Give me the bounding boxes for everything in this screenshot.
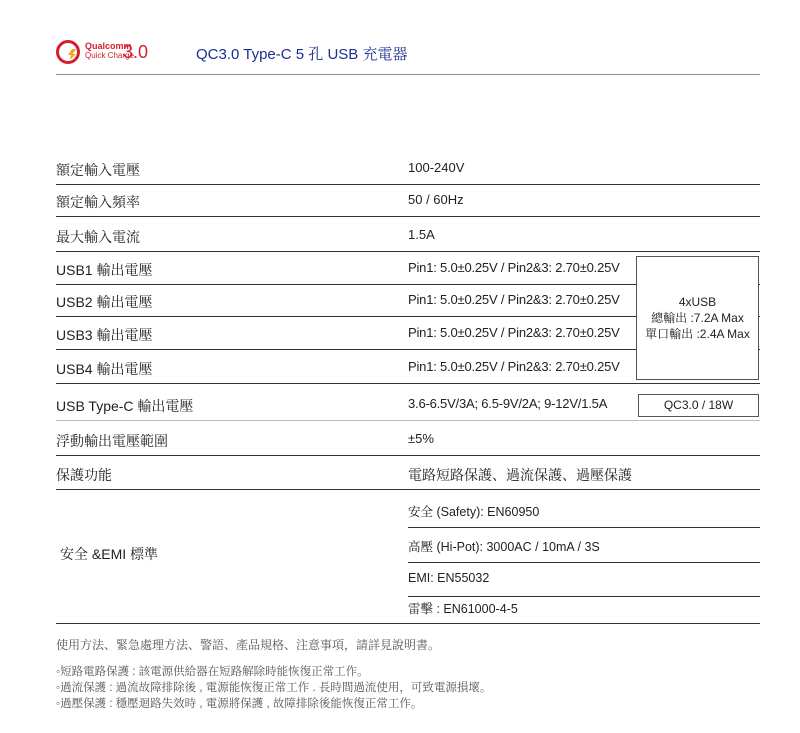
document-title: QC3.0 Type-C 5 孔 USB 充電器 xyxy=(196,46,408,63)
usb-output-summary-box xyxy=(636,256,759,380)
spec-row xyxy=(56,185,760,217)
spec-value: Pin1: 5.0±0.25V / Pin2&3: 2.70±0.25V xyxy=(408,359,620,374)
spec-label: 額定輸入頻率 xyxy=(56,194,140,210)
logo-brand: Qualcomm xyxy=(85,41,132,51)
protection-note: ◦短路電路保護 : 該電源供給器在短路解除時能恢復正常工作。 xyxy=(56,666,369,678)
protection-note: ◦過壓保護 : 穩壓迴路失效時 , 電源將保護 , 故障排除後能恢復正常工作。 xyxy=(56,698,423,710)
spec-label: 額定輸入電壓 xyxy=(56,162,140,178)
spec-label: 浮動輸出電壓範圍 xyxy=(56,433,168,449)
lightning-bolt-icon xyxy=(56,40,80,64)
spec-value: 50 / 60Hz xyxy=(408,192,464,207)
spec-label: 保護功能 xyxy=(56,467,112,483)
safety-item xyxy=(408,590,760,624)
usage-note: 使用方法、緊急處理方法、警語、產品規格、注意事項，請詳見說明書。 xyxy=(56,638,441,652)
qc-rating-box: QC3.0 / 18W xyxy=(638,394,759,417)
spec-label: USB3 輸出電壓 xyxy=(56,327,153,343)
safety-item xyxy=(408,528,760,563)
spec-label: USB4 輸出電壓 xyxy=(56,361,153,377)
safety-item-text: 安全 (Safety): EN60950 xyxy=(408,505,540,519)
usb-box-line: 總輸出 :7.2A Max xyxy=(651,311,744,325)
table-bottom-divider xyxy=(56,623,760,624)
spec-label: USB Type-C 輸出電壓 xyxy=(56,398,194,414)
spec-row xyxy=(56,458,760,490)
spec-value: Pin1: 5.0±0.25V / Pin2&3: 2.70±0.25V xyxy=(408,260,620,275)
spec-label: USB2 輸出電壓 xyxy=(56,294,153,310)
safety-item-text: EMI: EN55032 xyxy=(408,571,490,585)
spec-row xyxy=(56,424,760,456)
spec-value: 100-240V xyxy=(408,160,465,175)
spec-label: 最大輸入電流 xyxy=(56,229,140,245)
logo-version: 3.0 xyxy=(123,42,149,62)
logo-subtitle: Quick Charge xyxy=(85,51,134,60)
spec-value: Pin1: 5.0±0.25V / Pin2&3: 2.70±0.25V xyxy=(408,325,620,340)
safety-item xyxy=(408,493,760,528)
spec-row xyxy=(56,220,760,252)
spec-label: USB1 輸出電壓 xyxy=(56,262,153,278)
spec-value: ±5% xyxy=(408,431,434,446)
spec-row xyxy=(56,153,760,185)
spec-value: Pin1: 5.0±0.25V / Pin2&3: 2.70±0.25V xyxy=(408,292,620,307)
safety-item-text: 高壓 (Hi-Pot): 3000AC / 10mA / 3S xyxy=(408,540,600,554)
protection-notes xyxy=(56,664,491,712)
spec-value: 3.6-6.5V/3A; 6.5-9V/2A; 9-12V/1.5A xyxy=(408,396,608,411)
spec-value: 電路短路保護、過流保護、過壓保護 xyxy=(408,467,632,483)
safety-label: 安全 &EMI 標準 xyxy=(60,546,159,562)
safety-item-text: 雷擊 : EN61000-4-5 xyxy=(408,602,518,616)
usb-box-line: 4xUSB xyxy=(678,295,717,309)
protection-note: ◦過流保護 : 過流故障排除後 , 電源能恢復正常工作 . 長時間過流使用，可致電源損壞。 xyxy=(56,682,492,694)
header xyxy=(56,36,760,75)
spec-value: 1.5A xyxy=(408,227,435,242)
usb-box-line: 單口輸出 :2.4A Max xyxy=(645,327,750,341)
